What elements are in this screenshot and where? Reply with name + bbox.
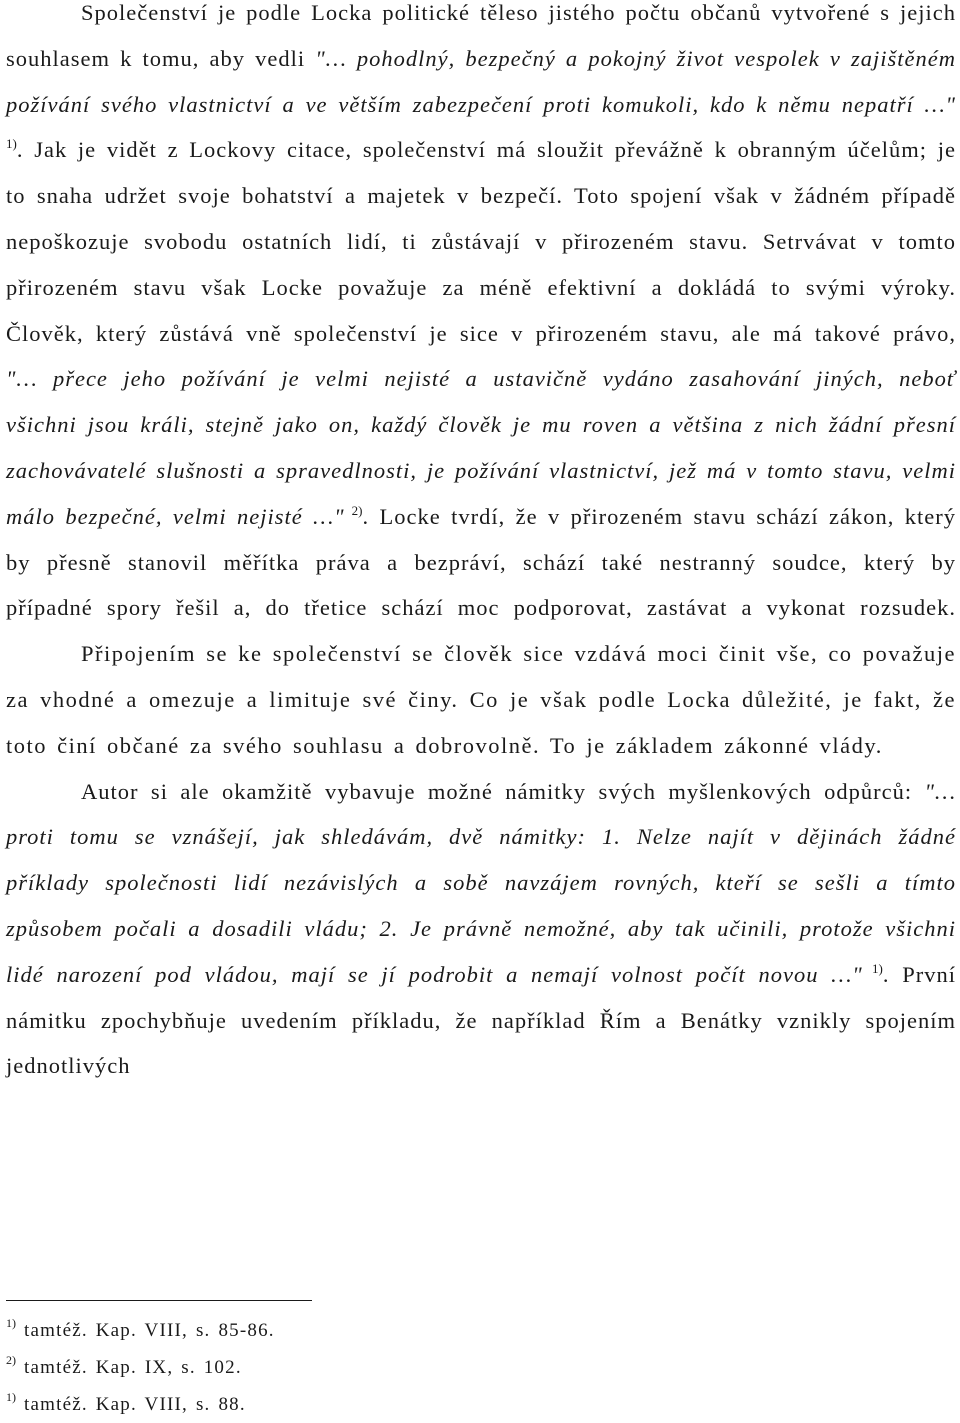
footnote-text: tamtéž. Kap. VIII, s. 85-86.	[24, 1320, 275, 1341]
paragraph-3	[6, 769, 956, 1090]
footnote-ref-1: 1)	[6, 136, 17, 152]
footnote-mark: 1)	[6, 1390, 16, 1404]
footnote-separator	[6, 1300, 312, 1301]
footnote	[6, 1349, 906, 1386]
paragraph-1-text-a: Společenství je podle Locka politické těleso jistého počtu občanů vytvořené s jejich souhlasem k tomu, aby vedli	[6, 0, 956, 71]
paragraph-3-text-b: . První námitku zpochybňuje uvedením příkladu, že například Řím a Benátky vznikly spojením jednotlivých	[6, 961, 956, 1079]
paragraph-1	[6, 0, 956, 631]
footnote-ref-2: 2)	[344, 502, 363, 518]
footnote	[6, 1312, 906, 1349]
locke-quote-2: "… přece jeho požívání je velmi nejisté a ustavičně vydáno zasahování jiných, neboť všichni jsou králi, stejně jako on, každý člověk je mu roven a většina z nich žádní přesní zachovávatelé slušnosti a spravedlnosti, je požívání vlastnictví, jež má v tomto stavu, velmi málo bezpečné, velmi nejisté …"	[6, 366, 956, 529]
footnotes	[6, 1312, 906, 1423]
footnote-mark: 2)	[6, 1353, 16, 1367]
locke-quote-1: "… pohodlný, bezpečný a pokojný život vespolek v zajištěném požívání svého vlastnictví a ve větším zabezpečení proti komukoli, kdo k němu nepatří …"	[6, 45, 956, 117]
footnote-ref-3: 1)	[862, 960, 883, 976]
paragraph-3-text-a: Autor si ale okamžitě vybavuje možné námitky svých myšlenkových odpůrců:	[81, 778, 925, 804]
footnote-text: tamtéž. Kap. VIII, s. 88.	[24, 1394, 246, 1415]
footnote	[6, 1386, 906, 1423]
paragraph-2	[6, 631, 956, 768]
paragraph-2-text: Připojením se ke společenství se člověk sice vzdává moci činit vše, co považuje za vhodné a omezuje a limituje své činy. Co je však podle Locka důležité, je fakt, že toto činí občané za svého souhlasu a dobrovolně. To je základem zákonné vlády.	[6, 641, 956, 758]
footnote-text: tamtéž. Kap. IX, s. 102.	[24, 1357, 242, 1378]
paragraph-1-text-b: . Jak je vidět z Lockovy citace, společenství má sloužit převážně k obranným účelům; je to snaha udržet svoje bohatství a majetek v bezpečí. Toto spojení však v žádném případě nepoškozuje svobodu ostatních lidí, ti zůstávají v přirozeném stavu. Setrvávat v tomto přirozeném stavu však Locke považuje za méně efektivní a dokládá to svými výroky. Člověk, který zůstává vně společenství je sice v přirozeném stavu, ale má takové právo,	[6, 137, 956, 346]
paragraph-1-text-c: . Locke tvrdí, že v přirozeném stavu schází zákon, který by přesně stanovil měřítka práva a bezpráví, schází také nestranný soudce, který by případné spory řešil a, do třetice schází moc podporovat, zastávat a vykonat rozsudek.	[6, 503, 956, 621]
footnote-mark: 1)	[6, 1316, 16, 1330]
locke-quote-3: "… proti tomu se vznášejí, jak shledávám, dvě námitky: 1. Nelze najít v dějinách žádné příklady společnosti lidí nezávislých a sobě navzájem rovných, kteří se sešli a tímto způsobem počali a dosadili vládu; 2. Je právně nemožné, aby tak učinili, protože všichni lidé narození pod vládou, mají se jí podrobit a nemají volnost počít novou …"	[6, 778, 956, 987]
